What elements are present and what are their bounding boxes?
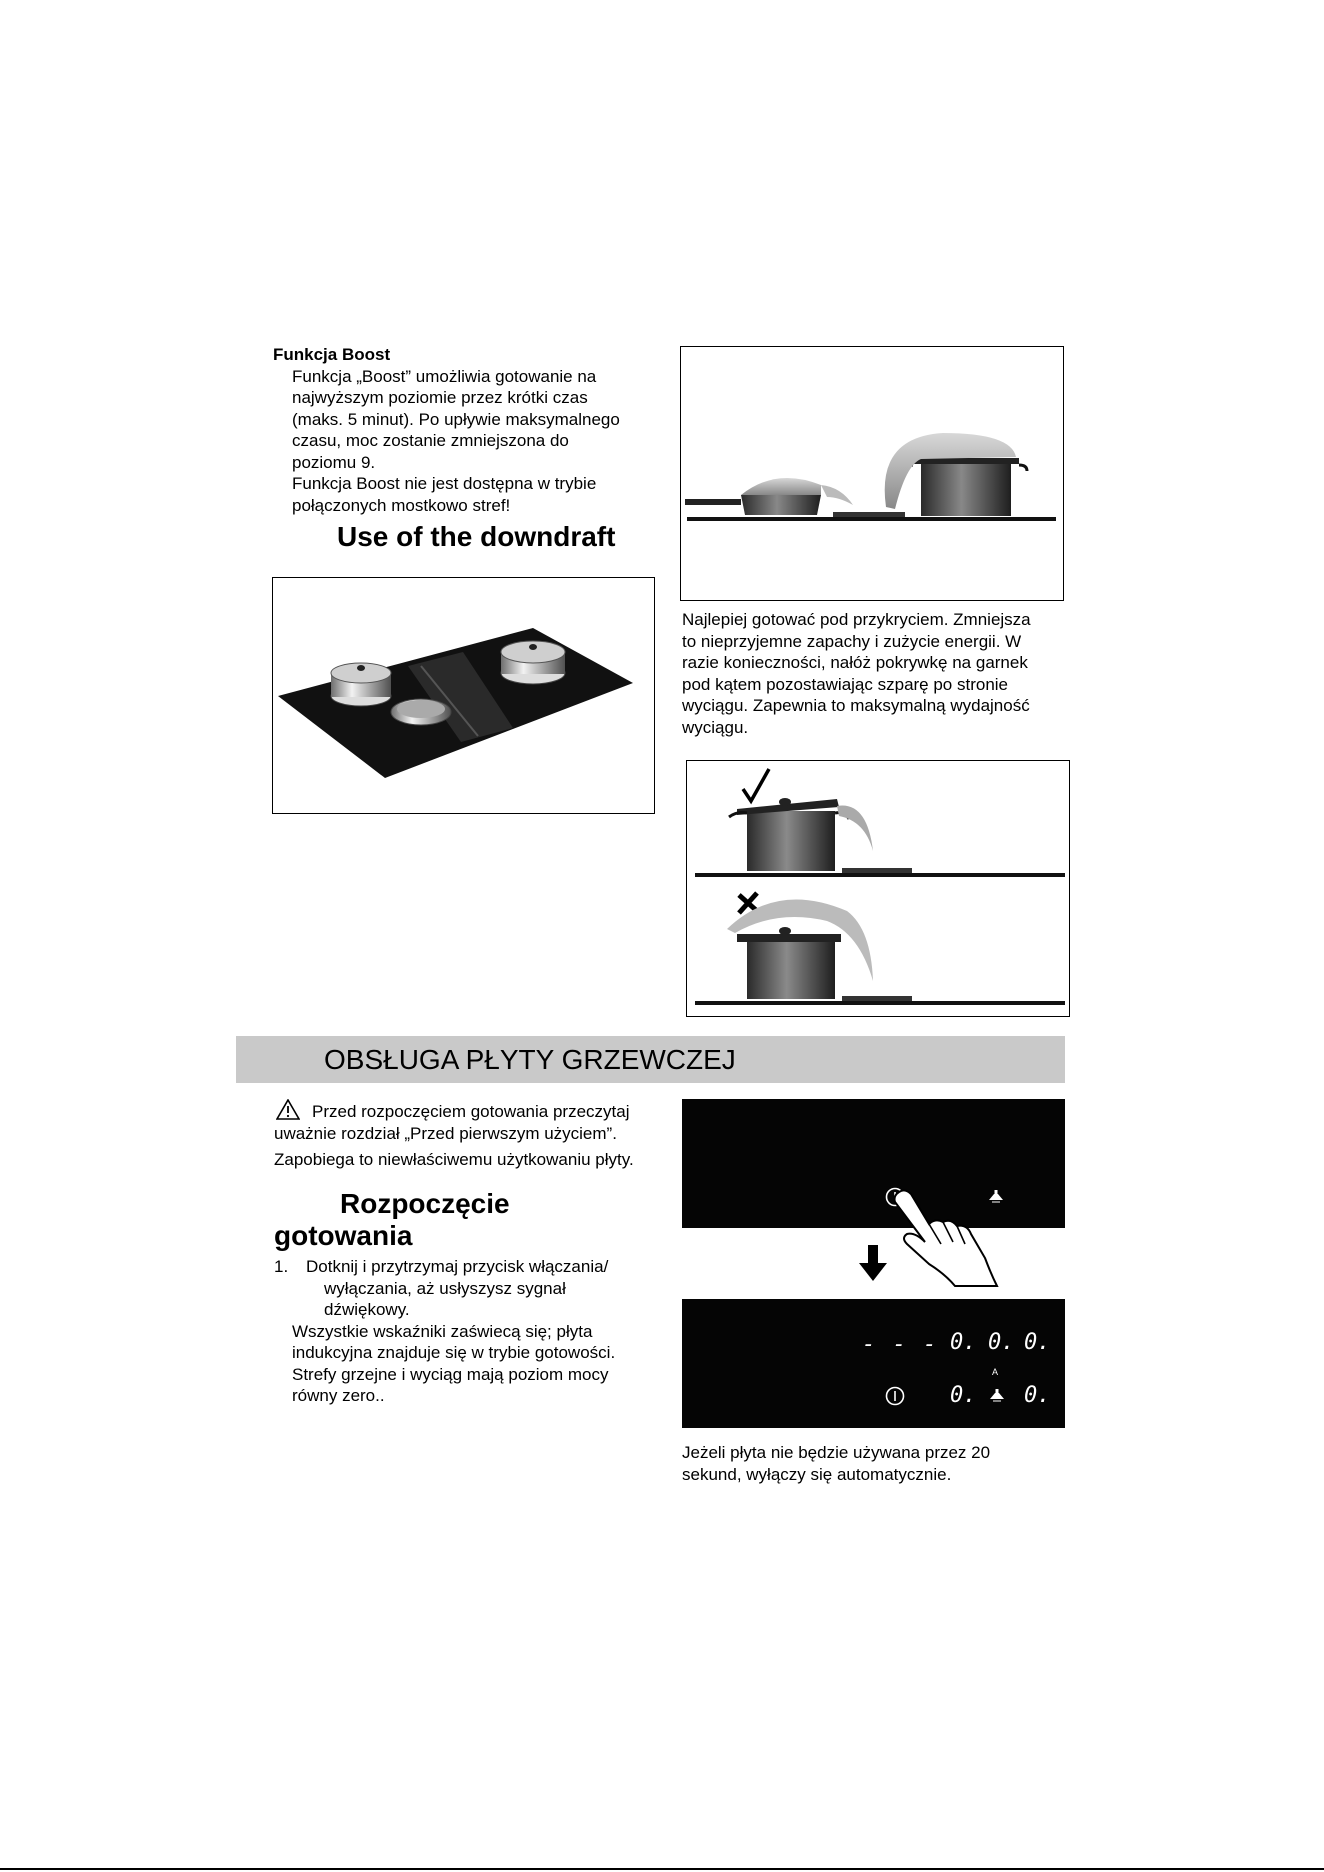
hand-icon bbox=[885, 1188, 1015, 1288]
caption-line: wyciągu. bbox=[682, 717, 749, 737]
boost-line: czasu, moc zostanie zmniejszona do bbox=[292, 431, 569, 450]
zone-digit: 0. bbox=[950, 1330, 977, 1355]
zone-digit: 0. bbox=[1024, 1330, 1051, 1355]
start-heading bbox=[274, 1188, 510, 1252]
step-extra-line: indukcyjna znajduje się w trybie gotowości. bbox=[292, 1343, 616, 1362]
control-panel-on bbox=[682, 1299, 1065, 1428]
caption-line: wyciągu. Zapewnia to maksymalną wydajność bbox=[682, 696, 1030, 715]
display-dashes: - - - bbox=[862, 1332, 939, 1357]
autooff-line: Jeżeli płyta nie będzie używana przez 20 bbox=[682, 1443, 991, 1462]
step-line: dźwiękowy. bbox=[324, 1300, 410, 1319]
warning-line: Przed rozpoczęciem gotowania przeczytaj bbox=[312, 1102, 630, 1121]
step-line: Dotknij i przytrzymaj przycisk włączania/ bbox=[306, 1257, 609, 1276]
caption-line: pod kątem pozostawiając szparę po stronie bbox=[682, 674, 1009, 694]
check-icon bbox=[743, 769, 769, 801]
downdraft-caption bbox=[682, 609, 1082, 738]
boost-line: Funkcja Boost nie jest dostępna w trybie bbox=[292, 474, 597, 493]
step-extra-line: równy zero.. bbox=[292, 1386, 385, 1405]
cooktop-illustration bbox=[272, 577, 655, 814]
boost-heading: Funkcja Boost bbox=[273, 345, 391, 364]
power-icon[interactable] bbox=[884, 1385, 906, 1407]
auto-label: A bbox=[992, 1367, 999, 1377]
bottom-right-digit: 0. bbox=[1024, 1383, 1051, 1408]
boost-line: (maks. 5 minut). Po upływie maksymalnego bbox=[292, 409, 620, 429]
caption-line: to nieprzyjemne zapachy i zużycie energii. W bbox=[682, 631, 1022, 651]
page-bottom-rule bbox=[0, 1868, 1324, 1870]
warning-block bbox=[274, 1101, 674, 1171]
steam-illustration bbox=[680, 346, 1064, 601]
autooff-caption bbox=[682, 1442, 1082, 1485]
step-extra-line: Wszystkie wskaźniki zaświecą się; płyta bbox=[292, 1321, 593, 1341]
section-header-bar bbox=[236, 1036, 1065, 1083]
downdraft-heading: Use of the downdraft bbox=[337, 521, 616, 552]
warning-icon bbox=[276, 1099, 300, 1120]
zone-digit: 0. bbox=[988, 1330, 1015, 1355]
boost-line: poziomu 9. bbox=[292, 452, 376, 472]
start-step bbox=[274, 1256, 674, 1407]
boost-line: Funkcja „Boost” umożliwia gotowanie na bbox=[292, 366, 597, 386]
warning-line: uważnie rozdział „Przed pierwszym użyciem”. bbox=[274, 1123, 617, 1143]
section-title: OBSŁUGA PŁYTY GRZEWCZEJ bbox=[324, 1044, 736, 1075]
step-line: wyłączania, aż usłyszysz sygnał bbox=[324, 1278, 566, 1298]
start-heading-line1: Rozpoczęcie bbox=[340, 1188, 510, 1219]
step-extra-line: Strefy grzejne i wyciąg mają poziom mocy bbox=[292, 1364, 609, 1384]
bottom-left-digit: 0. bbox=[950, 1383, 977, 1408]
caption-line: Najlepiej gotować pod przykryciem. Zmniejsza bbox=[682, 610, 1031, 629]
warning-line: Zapobiega to niewłaściwemu użytkowaniu płyty. bbox=[274, 1150, 634, 1169]
step-number: 1. bbox=[274, 1257, 289, 1276]
boost-line: połączonych mostkowo stref! bbox=[292, 495, 511, 515]
boost-line: najwyższym poziomie przez krótki czas bbox=[292, 388, 588, 407]
boost-section bbox=[273, 344, 663, 516]
lid-angle-illustration bbox=[686, 760, 1070, 1017]
caption-line: razie konieczności, nałóż pokrywkę na garnek bbox=[682, 653, 1028, 672]
down-arrow-icon bbox=[858, 1245, 888, 1283]
autooff-line: sekund, wyłączy się automatycznie. bbox=[682, 1464, 952, 1484]
hood-icon[interactable] bbox=[988, 1388, 1006, 1402]
start-heading-line2: gotowania bbox=[274, 1220, 413, 1251]
